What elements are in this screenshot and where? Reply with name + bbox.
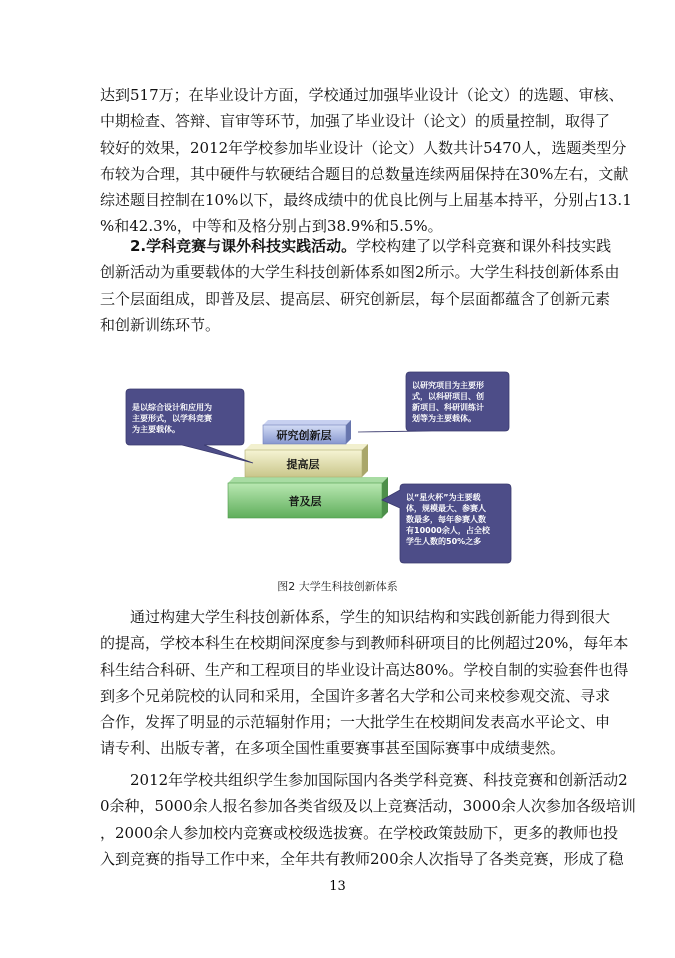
text-line: 合作，发挥了明显的示范辐射作用；一大批学生在校期间发表高水平论文、申 [100, 713, 611, 732]
layer-label-bottom: 普及层 [288, 495, 322, 508]
text-line: 创新活动为重要载体的大学生科技创新体系如图2所示。大学生科技创新体系由 [100, 263, 620, 282]
paragraph-competitions [100, 233, 620, 338]
callout-top-right-line: 式，以科研项目、创 [412, 392, 484, 401]
callout-left-line: 主要形式，以学科竞赛 [132, 414, 212, 423]
top-layer [263, 420, 351, 444]
text-line: 综述题目控制在10%以下，最终成绩中的优良比例与上届基本持平，分别占13.1 [100, 191, 632, 210]
callout-bottom-right-line: 有10000余人，占全校 [406, 526, 490, 535]
text-line: ，2000余人参加校内竞赛或校级选拔赛。在学校政策鼓励下，更多的教师也投 [100, 823, 619, 842]
text-run: 学校构建了以学科竞赛和课外科技实践 [356, 237, 612, 255]
callout-top-right [358, 372, 509, 432]
text-line: 入到竞赛的指导工作中来，全年共有教师200余人次指导了各类竞赛，形成了稳 [100, 849, 624, 868]
paragraph-2012-competitions [100, 767, 636, 872]
callout-bottom-right [382, 484, 511, 563]
callout-bottom-right-line: 体，规模最大、参赛人 [406, 504, 486, 513]
callout-top-right-line: 新项目、科研训练计 [412, 403, 484, 412]
text-line: 通过构建大学生科技创新体系，学生的知识结构和实践创新能力得到很大 [130, 608, 611, 626]
layer-label-middle: 提高层 [286, 458, 320, 471]
callout-top-right-line: 以研究项目为主要形 [412, 381, 484, 390]
text-line: 2012年学校共组织学生参加国际国内各类学科竞赛、科技竞赛和创新活动2 [130, 771, 628, 789]
paragraph-outcomes [100, 604, 629, 762]
paragraph-graduation-design [100, 82, 632, 240]
middle-layer [245, 444, 368, 477]
callout-bottom-right-line: 学生人数的50%之多 [406, 537, 482, 546]
text-line: 布较为合理，其中硬件与软硬结合题目的总数量连续两届保持在30%左右，文献 [100, 164, 629, 183]
text-line: 中期检查、答辩、盲审等环节，加强了毕业设计（论文）的质量控制，取得了 [100, 112, 611, 131]
innovation-system-diagram [120, 368, 535, 573]
callout-left [126, 389, 253, 463]
text-line: 请专利、出版专著，在多项全国性重要赛事甚至国际赛事中成绩斐然。 [100, 739, 566, 758]
callout-bottom-right-line: 以“星火杯”为主要载 [406, 493, 481, 502]
callout-top-right-line: 划等为主要载体。 [412, 414, 476, 423]
text-line: 科生结合科研、生产和工程项目的毕业设计高达80%。学校自制的实验套件也得 [100, 660, 629, 679]
text-line: 的提高，学校本科生在校期间深度参与到教师科研项目的比例超过20%，每年本 [100, 634, 629, 653]
section-heading: 2.学科竞赛与课外科技实践活动。 [130, 237, 357, 255]
text-line: %和42.3%，中等和及格分别占到38.9%和5.5%。 [100, 217, 443, 236]
text-line: 和创新训练环节。 [100, 315, 221, 334]
text-line: 较好的效果，2012年学校参加毕业设计（论文）人数共计5470人，选题类型分 [100, 138, 627, 157]
text-line: 三个层面组成，即普及层、提高层、研究创新层，每个层面都蕴含了创新元素 [100, 289, 611, 308]
bottom-layer [228, 477, 388, 518]
text-line: 达到517万；在毕业设计方面，学校通过加强毕业设计（论文）的选题、审核、 [100, 86, 624, 104]
callout-bottom-right-line: 数最多，每年参赛人数 [406, 515, 486, 524]
layer-label-top: 研究创新层 [276, 429, 332, 442]
text-line [100, 233, 612, 259]
page-number: 13 [329, 879, 346, 894]
text-line: 到多个兄弟院校的认同和采用，全国许多著名大学和公司来校参观交流、寻求 [100, 686, 611, 705]
text-line: 0余种，5000余人报名参加各类省级及以上竞赛活动，3000余人次参加各级培训 [100, 797, 636, 816]
figure-caption: 图2 大学生科技创新体系 [277, 580, 398, 593]
callout-left-line: 是以综合设计和应用为 [132, 403, 212, 412]
callout-left-line: 为主要载体。 [132, 425, 180, 434]
